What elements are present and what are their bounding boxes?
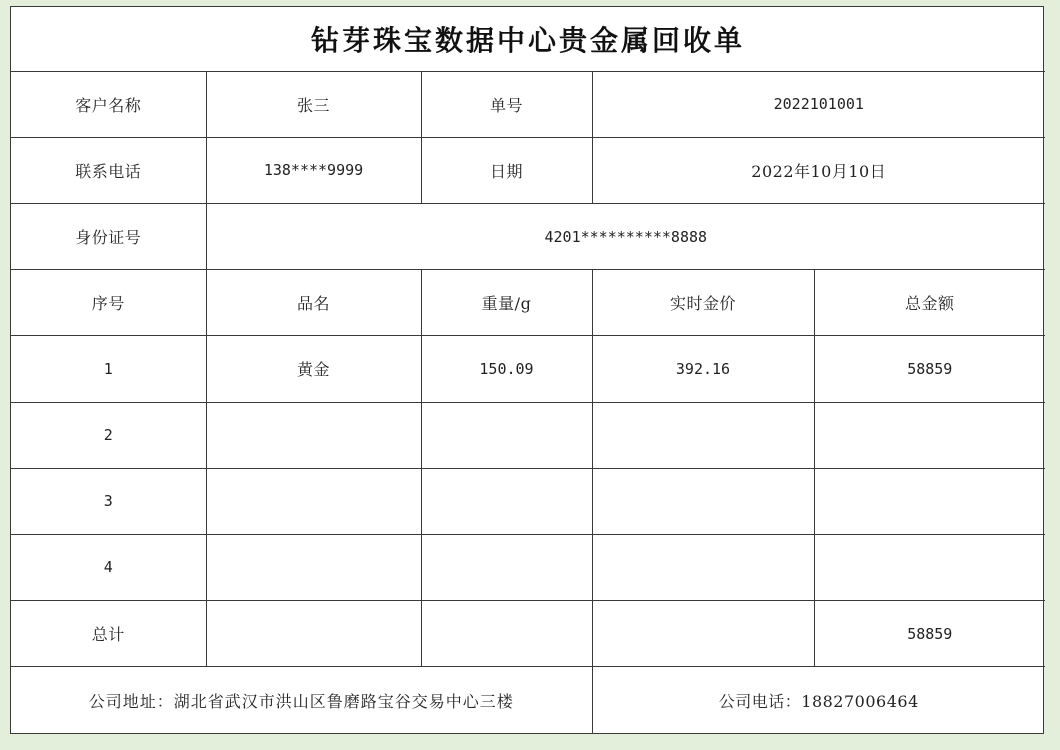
row-gold-price	[592, 402, 814, 468]
id-row	[11, 204, 1045, 270]
row-index: 3	[11, 468, 206, 534]
row-item-name	[206, 468, 421, 534]
row-weight	[421, 402, 592, 468]
id-number-value: 4201**********8888	[206, 204, 1045, 270]
order-number-label: 单号	[421, 71, 592, 137]
recycle-form-table	[11, 7, 1045, 733]
sum-empty-cell	[592, 601, 814, 667]
date-label: 日期	[421, 137, 592, 203]
sum-empty-cell	[421, 601, 592, 667]
row-index: 1	[11, 336, 206, 402]
date-value: 2022年10月10日	[592, 137, 1045, 203]
row-weight: 150.09	[421, 336, 592, 402]
table-row	[11, 336, 1045, 402]
phone-label: 联系电话	[11, 137, 206, 203]
row-item-name	[206, 534, 421, 600]
row-gold-price	[592, 468, 814, 534]
order-number-value: 2022101001	[592, 71, 1045, 137]
header-gold-price: 实时金价	[592, 270, 814, 336]
row-weight	[421, 534, 592, 600]
sum-label: 总计	[11, 601, 206, 667]
company-address: 公司地址：湖北省武汉市洪山区鲁磨路宝谷交易中心三楼	[11, 667, 592, 733]
row-index: 4	[11, 534, 206, 600]
row-total-amount	[814, 402, 1045, 468]
row-total-amount: 58859	[814, 336, 1045, 402]
items-header-row	[11, 270, 1045, 336]
phone-value: 138****9999	[206, 137, 421, 203]
header-weight: 重量/g	[421, 270, 592, 336]
row-item-name: 黄金	[206, 336, 421, 402]
header-index: 序号	[11, 270, 206, 336]
contact-row	[11, 137, 1045, 203]
header-total-amount: 总金额	[814, 270, 1045, 336]
row-gold-price	[592, 534, 814, 600]
row-total-amount	[814, 468, 1045, 534]
row-weight	[421, 468, 592, 534]
sum-total-amount: 58859	[814, 601, 1045, 667]
sum-empty-cell	[206, 601, 421, 667]
title-row	[11, 7, 1045, 71]
row-gold-price: 392.16	[592, 336, 814, 402]
table-row	[11, 468, 1045, 534]
customer-name-value: 张三	[206, 71, 421, 137]
row-item-name	[206, 402, 421, 468]
recycle-form-sheet	[10, 6, 1044, 734]
table-row	[11, 534, 1045, 600]
footer-row	[11, 667, 1045, 733]
row-index: 2	[11, 402, 206, 468]
id-number-label: 身份证号	[11, 204, 206, 270]
table-row	[11, 402, 1045, 468]
row-total-amount	[814, 534, 1045, 600]
sum-row	[11, 601, 1045, 667]
form-title: 钻芽珠宝数据中心贵金属回收单	[11, 7, 1045, 71]
customer-row	[11, 71, 1045, 137]
customer-name-label: 客户名称	[11, 71, 206, 137]
header-item-name: 品名	[206, 270, 421, 336]
company-phone: 公司电话：18827006464	[592, 667, 1045, 733]
